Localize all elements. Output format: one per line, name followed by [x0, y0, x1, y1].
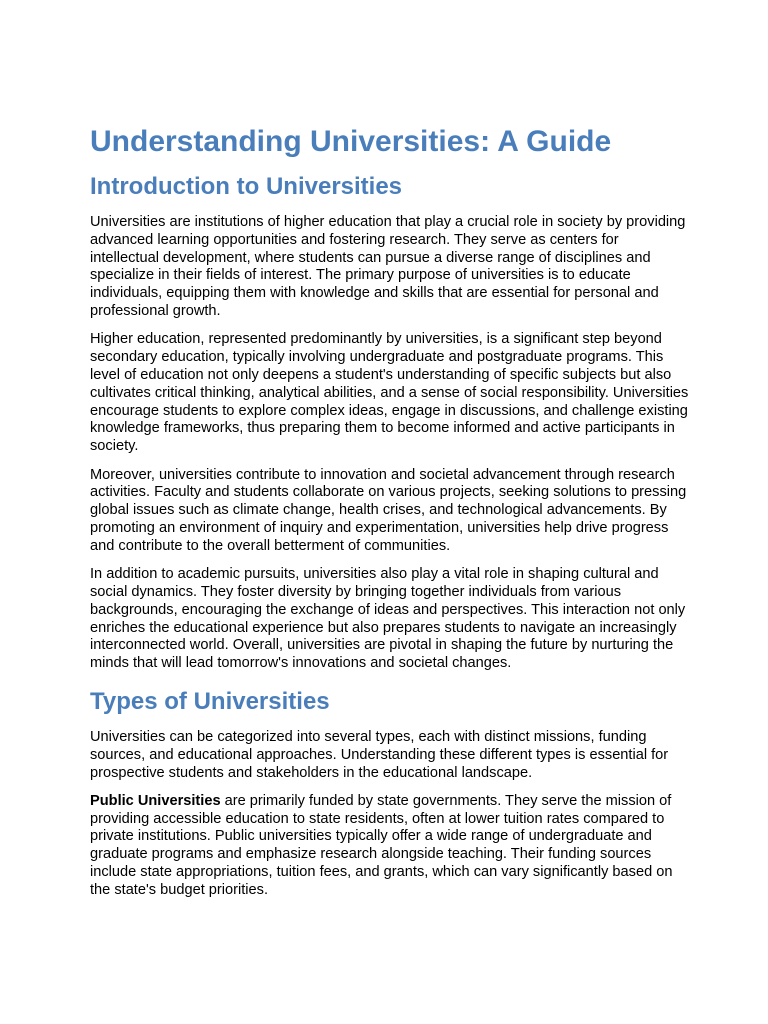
paragraph-public-universities	[90, 793, 690, 900]
document-title: Understanding Universities: A Guide	[90, 125, 612, 158]
paragraph: In addition to academic pursuits, universities also play a vital role in shaping cultural and social dynamics. They foster diversity by bringing together individuals from various backgrounds, encouraging the exchange of ideas and perspectives. This interaction not only enriches the educational experience but also prepares students to navigate an increasingly interconnected world. Overall, universities are pivotal in shaping the future by nurturing the minds that will lead tomorrow's innovations and societal changes.	[90, 566, 686, 672]
paragraph: Higher education, represented predominantly by universities, is a significant step beyond secondary education, typically involving undergraduate and postgraduate programs. This level of education not only deepens a student's understanding of specific subjects but also cultivates critical thinking, analytical abilities, and a sense of social responsibility. Universities encourage students to explore complex ideas, engage in discussions, and challenge existing knowledge frameworks, thus preparing them to become informed and active participants in society.	[90, 331, 689, 455]
document-page	[90, 124, 690, 910]
section-heading-introduction: Introduction to Universities	[90, 173, 403, 200]
paragraph: Universities can be categorized into several types, each with distinct missions, funding sources, and educational approaches. Understanding these different types is essential for prospective students and stakeholders in the educational landscape.	[90, 728, 669, 781]
paragraph: Moreover, universities contribute to innovation and societal advancement through research activities. Faculty and students collaborate on various projects, seeking solutions to pressing global issues such as climate change, health crises, and technological advancements. By promoting an environment of inquiry and experimentation, universities help drive progress and contribute to the overall betterment of communities.	[90, 466, 687, 554]
bold-term: Public Universities	[90, 792, 221, 809]
paragraph-text: are primarily funded by state governments. They serve the mission of providing accessible education to state residents, often at lower tuition rates compared to private institutions. Public universities typically offer a wide range of undergraduate and graduate programs and emphasize research alongside teaching. Their funding sources include state appropriations, tuition fees, and grants, which can vary significantly based on the state's budget priorities.	[90, 792, 673, 898]
section-heading-types: Types of Universities	[90, 687, 330, 715]
paragraph: Universities are institutions of higher education that play a crucial role in society by providing advanced learning opportunities and fostering research. They serve as centers for intellectual development, where students can pursue a diverse range of disciplines and specialize in their fields of interest. The primary purpose of universities is to educate individuals, equipping them with knowledge and skills that are essential for personal and professional growth.	[90, 214, 686, 319]
